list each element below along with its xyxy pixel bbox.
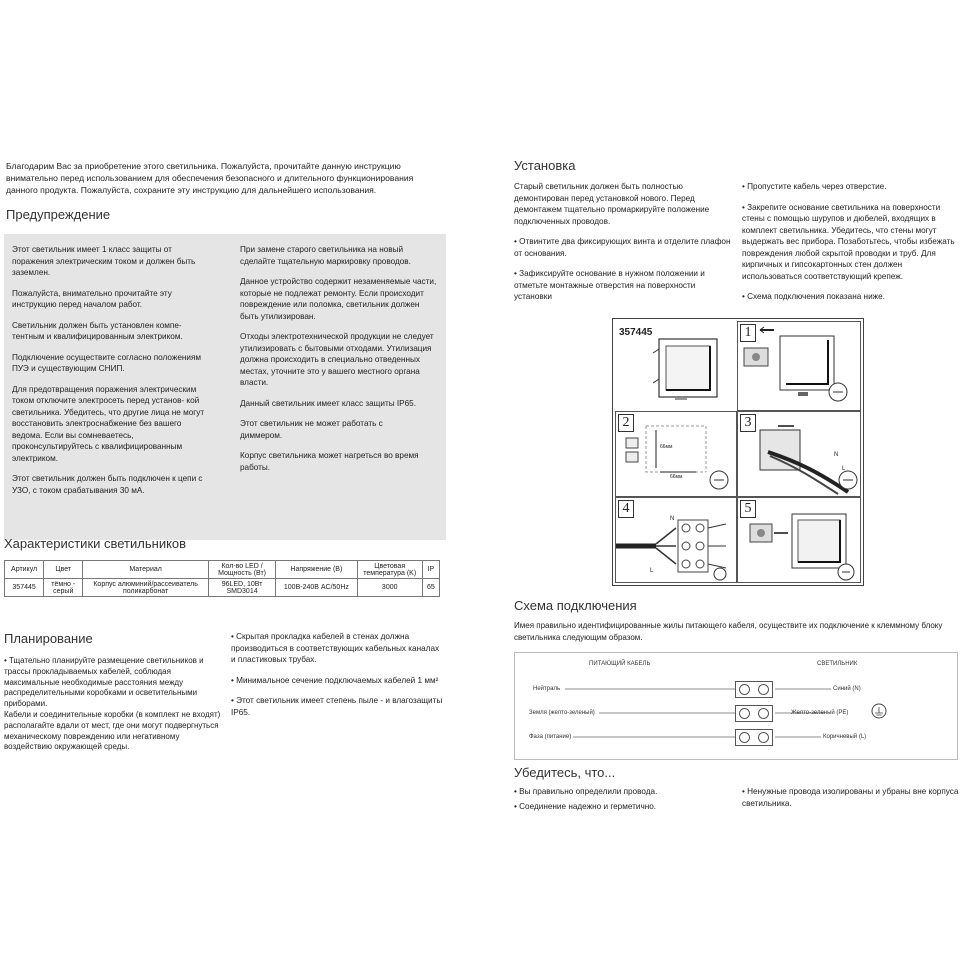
terminal-block: [735, 705, 773, 722]
table-header-cell: Артикул: [5, 561, 44, 579]
step-number: 2: [618, 414, 634, 432]
installation-paragraph: Старый светильник должен быть полностью демонтирован перед установкой нового. Перед демонтажем тщательно промаркируйте положение подключенных проводов.: [514, 182, 710, 226]
table-cell: тёмно - серый: [44, 579, 83, 597]
warning-paragraph: Подключение осуществите согласно положениям ПУЭ и существующим СНИП.: [12, 352, 202, 373]
step-5-panel: [737, 497, 861, 583]
planning-left-column: [4, 656, 226, 753]
step-1-panel: [737, 321, 861, 411]
check-left-column: [514, 786, 736, 816]
step-4-panel: [615, 497, 737, 583]
check-item: • Соединение надежно и герметично.: [514, 801, 657, 811]
warning-paragraph: диммером.: [240, 430, 283, 440]
table-cell: 3000: [357, 579, 422, 597]
table-cell: 100В-240В AC/50Hz: [276, 579, 357, 597]
table-header-row: [5, 561, 440, 579]
warning-paragraph: Отходы электротехнической продукции не следует утилизировать с бытовыми отходами. Утилизация должна происходить в специально отведенных местах, уточните это у вашего местного органа власти.: [240, 332, 434, 387]
installation-figure: [612, 318, 864, 586]
step-3-drawing: [738, 412, 860, 496]
intro-line: Благодарим Вас за приобретение этого светильника. Пожалуйста, прочитайте данную инструкцию: [6, 161, 401, 171]
step-number: 5: [740, 500, 756, 518]
warning-title: Предупреждение: [6, 207, 111, 222]
warning-left-column: [12, 244, 208, 505]
product-view: [613, 319, 735, 409]
wire-label: Синий (N): [833, 686, 861, 692]
warning-paragraph: Пожалуйста, внимательно прочитайте эту инструкцию перед началом работ.: [12, 288, 172, 309]
warning-paragraph: Светильник должен быть установлен компе- тентным и квалифицированным электриком.: [12, 320, 183, 341]
intro-line: внимательно перед использованием для обеспечения безопасного и длительного функционирования: [6, 173, 414, 183]
step-5-drawing: [738, 498, 860, 582]
warning-paragraph: Этот светильник не может работать с: [240, 419, 383, 428]
table-cell: 65: [422, 579, 439, 597]
wire-label-l: L: [650, 568, 654, 574]
step-1-drawing: [738, 322, 860, 410]
installation-right-column: [742, 181, 964, 307]
check-right-column: [742, 786, 962, 813]
warning-paragraph: Данное устройство содержит незаменяемые части, которые не подлежат ремонту. Если происходит повреждение или поломка, светильник должен быть утилизирован.: [240, 277, 437, 321]
wire-label-n: N: [670, 516, 675, 522]
wire-label: Желто-зеленый (PE): [791, 710, 849, 716]
planning-right-column: [231, 631, 443, 722]
installation-paragraph: • Закрепите основание светильника на поверхности стены с помощью шурупов и дюбелей, входящих в комплект светильника. Убедитесь, что стены могут выдержать вес прибора. Позаботьтесь, чтобы избежать повреждения любой скрытой проводки и труб. Для кирпичных и гипсокартонных стен должен использоваться соответствующий крепеж.: [742, 202, 955, 281]
step-number: 3: [740, 414, 756, 432]
table-header-cell: Материал: [83, 561, 209, 579]
table-cell: 96LED, 10Вт SMD3014: [208, 579, 275, 597]
dimension-label: 66мм: [660, 444, 673, 450]
check-item: • Ненужные провода изолированы и убраны вне корпуса светильника.: [742, 787, 959, 808]
model-number: 357445: [619, 327, 653, 338]
specs-title: Характеристики светильников: [4, 536, 187, 551]
wiring-diagram: [514, 652, 958, 760]
planning-paragraph: Кабели и соединительные коробки (в комплект не входят) располагайте вдали от мест, где они могут подвергнуться механическому повреждению или негативному воздействию окружающей среды.: [4, 709, 221, 752]
table-header-cell: Кол-во LED / Мощность (Вт): [208, 561, 275, 579]
step-2-drawing: [616, 412, 736, 496]
table-header-cell: Цветовая температура (K): [357, 561, 422, 579]
supply-cable-header: ПИТАЮЩИЙ КАБЕЛЬ: [589, 661, 651, 667]
wire-label-n: N: [834, 452, 839, 458]
wire-label: Нейтраль: [533, 686, 561, 692]
installation-paragraph: • Пропустите кабель через отверстие.: [742, 182, 887, 191]
lamp-drawing: [613, 319, 735, 409]
wiring-text: Имея правильно идентифицированные жилы питающего кабеля, осуществите их подключение к клеммному блоку светильника следующим образом.: [514, 621, 943, 642]
warning-paragraph: Этот светильник должен быть подключен к цепи с УЗО, с током срабатывания 30 мА.: [12, 474, 203, 495]
warning-paragraph: Данный светильник имеет класс защиты IP65.: [240, 398, 416, 408]
step-2-panel: [615, 411, 737, 497]
warning-paragraph: При замене старого светильника на новый сделайте тщательную маркировку проводов.: [240, 245, 411, 266]
intro-line: данного продукта. Пожалуйста, сохраните эту инструкцию для дальнейшего использования.: [6, 185, 377, 195]
installation-left-column: [514, 181, 732, 307]
check-title: Убедитесь, что...: [514, 765, 616, 780]
table-header-cell: IP: [422, 561, 439, 579]
table-cell: Корпус алюминий/рассеиватель поликарбонат: [83, 579, 209, 597]
step-number: 4: [618, 500, 634, 518]
dimension-label: 66мм: [670, 474, 683, 480]
wiring-title: Схема подключения: [514, 598, 637, 613]
installation-paragraph: • Отвинтите два фиксирующих винта и отделите плафон от основания.: [514, 237, 731, 258]
lamp-header: СВЕТИЛЬНИК: [817, 661, 858, 667]
table-row: [5, 579, 440, 597]
wire-label: Коричневый (L): [823, 734, 867, 740]
wire-label-l: L: [842, 466, 846, 472]
warning-box: [4, 234, 446, 540]
table-header-cell: Цвет: [44, 561, 83, 579]
step-4-drawing: [616, 498, 736, 582]
warning-paragraph: Корпус светильника может нагреться во время работы.: [240, 451, 419, 472]
specs-table: [4, 560, 440, 597]
installation-title: Установка: [514, 158, 576, 173]
table-header-cell: Напряжение (В): [276, 561, 357, 579]
planning-paragraph: • Этот светильник имеет степень пыле - и влагозащиты IP65.: [231, 696, 443, 717]
planning-paragraph: • Скрытая прокладка кабелей в стенах должна производиться в соответствующих кабельных каналах и пластиковых трубах.: [231, 632, 440, 664]
installation-paragraph: • Схема подключения показана ниже.: [742, 292, 885, 301]
planning-paragraph: • Тщательно планируйте размещение светильников и трассы прокладываемых кабелей, соблюдая максимальные необходимые расстояния между распределительными коробками и осветительными приборами.: [4, 656, 204, 709]
warning-paragraph: Этот светильник имеет 1 класс защиты от поражения электрическим током и должен быть заземлен.: [12, 245, 196, 277]
table-cell: 357445: [5, 579, 44, 597]
step-3-panel: [737, 411, 861, 497]
planning-title: Планирование: [4, 631, 93, 646]
check-item: • Вы правильно определили провода.: [514, 787, 658, 796]
terminal-block: [735, 681, 773, 698]
terminal-block: [735, 729, 773, 746]
step-number: 1: [740, 324, 756, 342]
wire-label: Фаза (питание): [529, 734, 572, 740]
planning-paragraph: • Минимальное сечение подключаемых кабелей 1 мм²: [231, 675, 439, 685]
warning-right-column: [240, 244, 440, 482]
installation-paragraph: • Зафиксируйте основание в нужном положении и отметьте монтажные отверстия на поверхности установки: [514, 269, 705, 301]
wire-label: Земля (желто-зеленый): [529, 710, 595, 716]
intro-text: [6, 160, 446, 196]
warning-paragraph: Для предотвращения поражения электрическим током отключите электросеть перед установ- кой светильника. Убедитесь, что другие лица не могут восстановить электроснабжение без вашего ведома. Если вы сомневаетесь, проконсультируйтесь с квалифицированным электриком.: [12, 384, 205, 463]
